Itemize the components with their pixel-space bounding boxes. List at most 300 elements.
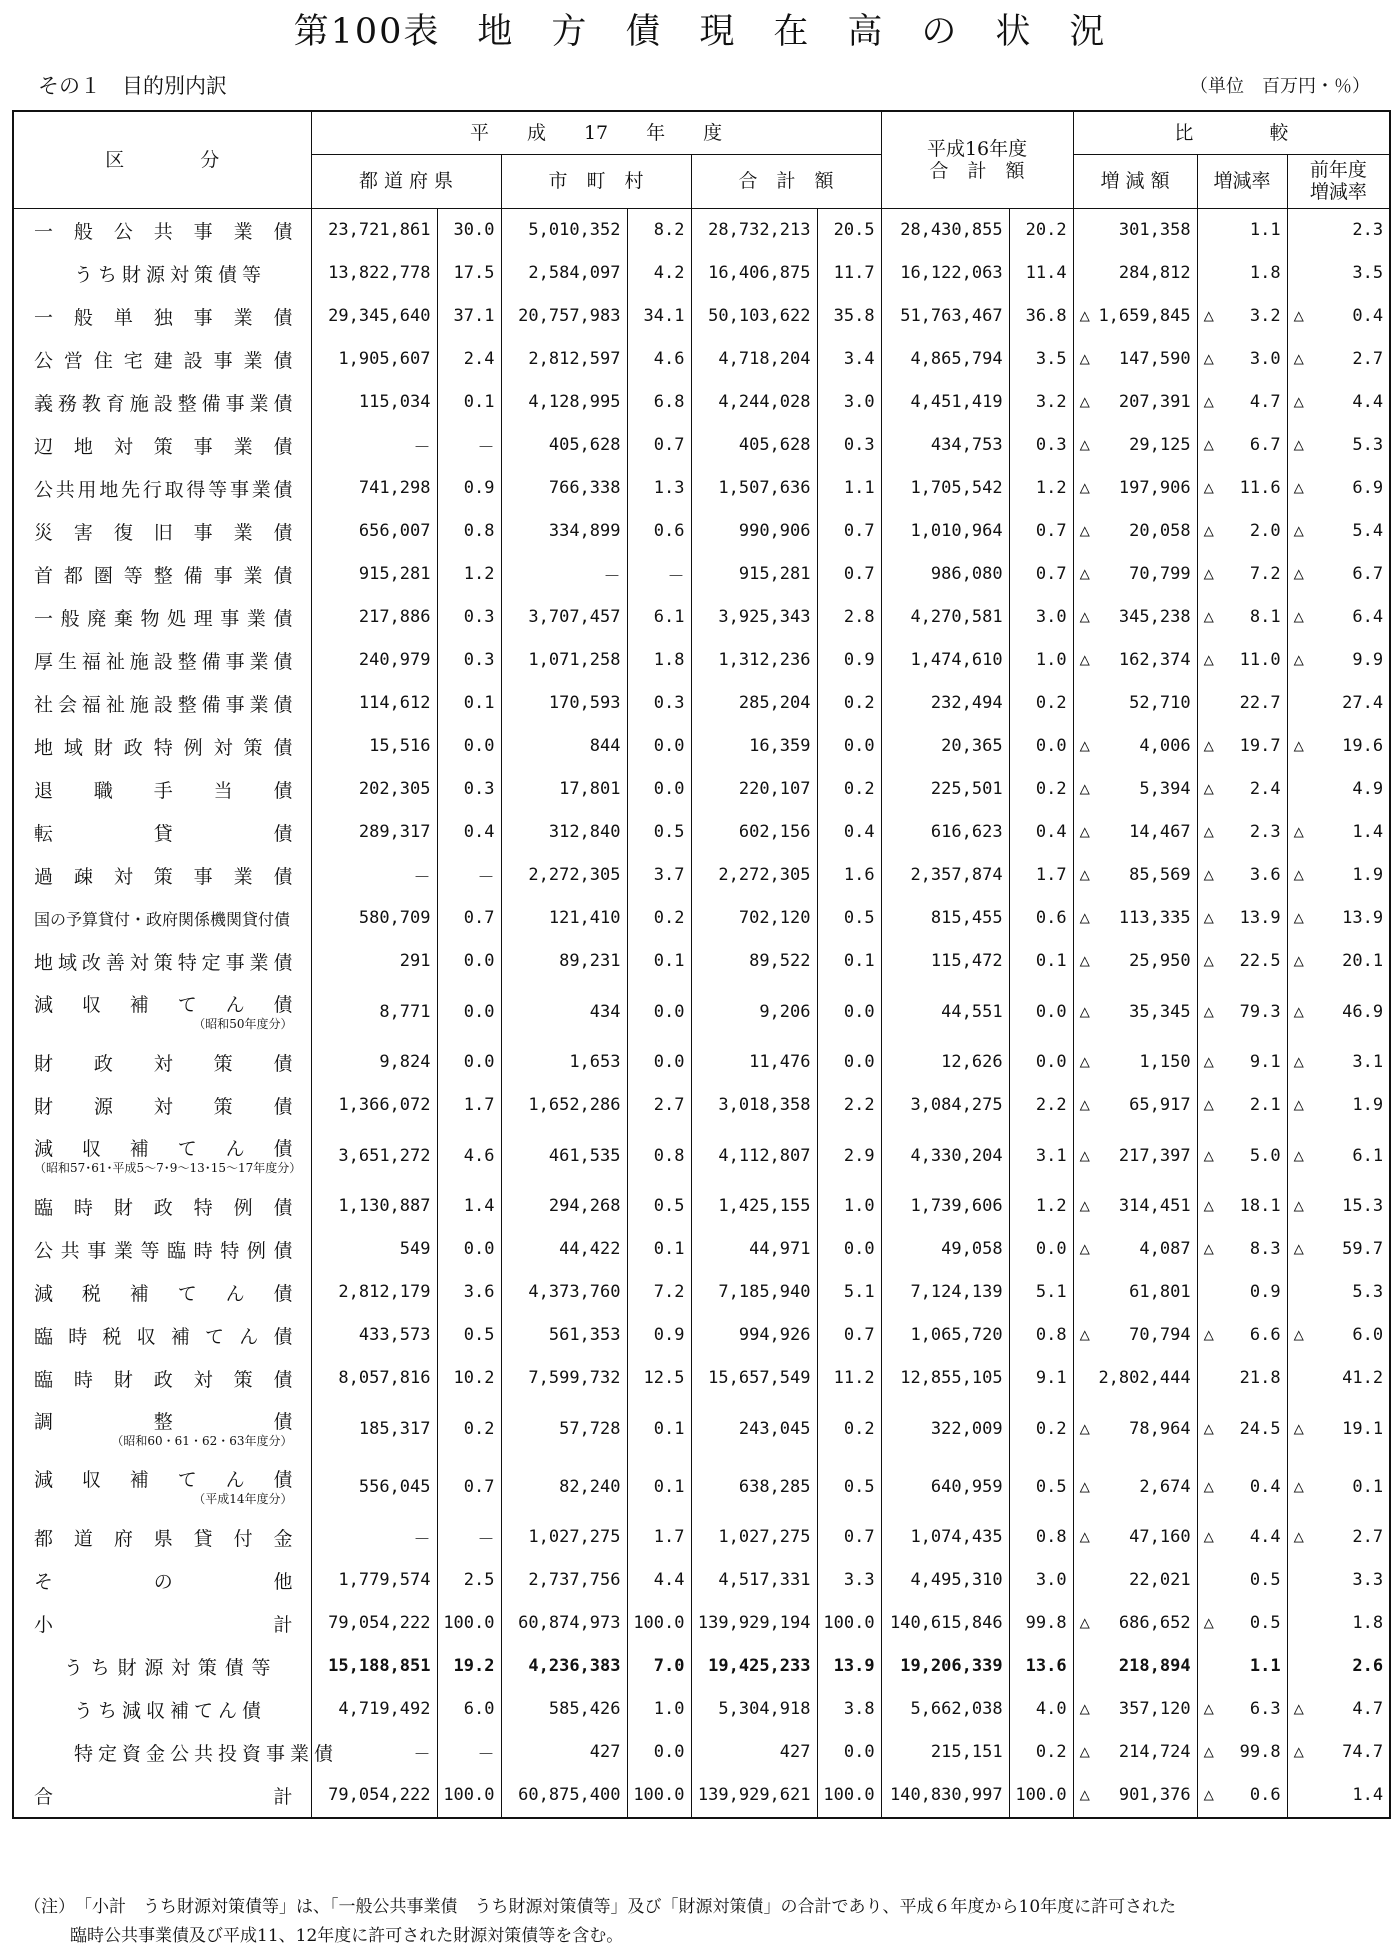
cell-prefectures: 15,188,851 [311, 1645, 437, 1688]
row-label-note: （昭和50年度分） [193, 1016, 293, 1031]
cell-prefectures-pct: 0.0 [437, 1041, 501, 1084]
table-row [13, 854, 1390, 897]
cell-municipalities: 585,426 [501, 1688, 627, 1731]
row-label [13, 1774, 311, 1818]
header-rate: 増減率 [1197, 154, 1287, 208]
cell-prev-total: 19,206,339 [881, 1645, 1009, 1688]
cell-prefectures: 580,709 [311, 897, 437, 940]
cell-diff-value: 65,917 [1129, 1095, 1191, 1115]
table-row [13, 1185, 1390, 1228]
row-label [13, 811, 311, 854]
cell-prev-rate-value: 27.4 [1342, 693, 1384, 713]
cell-prev-total-pct: 99.8 [1009, 1602, 1073, 1645]
cell-municipalities-pct: 6.1 [627, 596, 691, 639]
decrease-mark: △ [1293, 478, 1304, 498]
cell-diff-value: 47,160 [1129, 1527, 1191, 1547]
cell-prefectures-pct: 0.0 [437, 1228, 501, 1271]
cell-rate-value: 1.1 [1249, 220, 1281, 240]
cell-total: 19,425,233 [691, 1645, 817, 1688]
row-label-text: 合計 [34, 1785, 293, 1808]
table-row [13, 768, 1390, 811]
cell-prefectures: 79,054,222 [311, 1602, 437, 1645]
cell-municipalities-pct: 0.0 [627, 725, 691, 768]
cell-diff [1073, 208, 1197, 252]
cell-total: 16,406,875 [691, 252, 817, 295]
row-label-text: 臨時財政対策債 [34, 1368, 293, 1391]
cell-total: 220,107 [691, 768, 817, 811]
cell-total-pct: 0.7 [817, 1314, 881, 1357]
cell-total-pct: 3.0 [817, 381, 881, 424]
cell-prev-rate [1287, 682, 1390, 725]
cell-prefectures: 1,779,574 [311, 1559, 437, 1602]
header-fy16-line2: 合 計 額 [929, 159, 1025, 182]
cell-municipalities: 2,272,305 [501, 854, 627, 897]
cell-municipalities-pct: 7.0 [627, 1645, 691, 1688]
cell-total: 3,925,343 [691, 596, 817, 639]
cell-municipalities: 89,231 [501, 940, 627, 983]
cell-diff [1073, 1688, 1197, 1731]
cell-prev-total-pct: 0.0 [1009, 725, 1073, 768]
table-row [13, 1774, 1390, 1818]
cell-municipalities-pct: 0.8 [627, 1127, 691, 1185]
cell-rate [1197, 1314, 1287, 1357]
cell-prev-total-pct: 36.8 [1009, 295, 1073, 338]
cell-prefectures: 79,054,222 [311, 1774, 437, 1818]
cell-total: 1,507,636 [691, 467, 817, 510]
cell-rate-value: 11.0 [1239, 650, 1281, 670]
cell-prev-total-pct: 0.8 [1009, 1516, 1073, 1559]
row-label-text: 一般公共事業債 [34, 220, 293, 243]
decrease-mark: △ [1079, 1196, 1090, 1216]
cell-diff-value: 29,125 [1129, 435, 1191, 455]
cell-municipalities-pct: 7.2 [627, 1271, 691, 1314]
cell-municipalities: 434 [501, 983, 627, 1041]
decrease-mark: △ [1079, 1613, 1090, 1633]
cell-prefectures: － [311, 424, 437, 467]
cell-diff [1073, 1458, 1197, 1516]
cell-rate [1197, 1688, 1287, 1731]
cell-municipalities-pct: 0.0 [627, 1731, 691, 1774]
cell-rate [1197, 1185, 1287, 1228]
cell-prev-rate [1287, 1400, 1390, 1458]
cell-prefectures: 741,298 [311, 467, 437, 510]
cell-diff [1073, 897, 1197, 940]
decrease-mark: △ [1079, 822, 1090, 842]
decrease-mark: △ [1079, 1742, 1090, 1762]
decrease-mark: △ [1079, 1239, 1090, 1259]
cell-prev-rate-value: 1.9 [1352, 865, 1384, 885]
cell-diff [1073, 811, 1197, 854]
cell-diff-value: 345,238 [1118, 607, 1191, 627]
row-label [13, 854, 311, 897]
cell-prev-total-pct: 3.0 [1009, 596, 1073, 639]
cell-municipalities: 1,071,258 [501, 639, 627, 682]
cell-diff [1073, 252, 1197, 295]
row-label-text: 減収補てん債 [34, 993, 293, 1016]
cell-prev-total: 20,365 [881, 725, 1009, 768]
cell-diff [1073, 1084, 1197, 1127]
table-row [13, 1357, 1390, 1400]
cell-rate-value: 0.6 [1249, 1785, 1281, 1805]
row-label-text: 一般単独事業債 [34, 306, 293, 329]
cell-municipalities: 2,584,097 [501, 252, 627, 295]
cell-prefectures-pct: 100.0 [437, 1774, 501, 1818]
cell-prev-total: 4,330,204 [881, 1127, 1009, 1185]
cell-diff-value: 85,569 [1129, 865, 1191, 885]
cell-rate-value: 3.0 [1249, 349, 1281, 369]
cell-prefectures-pct: － [437, 1731, 501, 1774]
cell-diff-value: 197,906 [1118, 478, 1191, 498]
cell-rate-value: 2.1 [1249, 1095, 1281, 1115]
table-row [13, 510, 1390, 553]
cell-municipalities: 2,737,756 [501, 1559, 627, 1602]
cell-prev-rate [1287, 208, 1390, 252]
cell-prefectures: － [311, 854, 437, 897]
cell-diff [1073, 1357, 1197, 1400]
cell-prefectures-pct: － [437, 424, 501, 467]
cell-diff-value: 1,150 [1139, 1052, 1191, 1072]
cell-municipalities: 405,628 [501, 424, 627, 467]
cell-total-pct: 0.0 [817, 1041, 881, 1084]
decrease-mark: △ [1293, 1239, 1304, 1259]
cell-diff [1073, 1041, 1197, 1084]
header-municipalities: 市 町 村 [501, 154, 691, 208]
row-label-text: 辺地対策事業債 [34, 435, 293, 458]
row-label [13, 897, 311, 940]
cell-prefectures-pct: 0.7 [437, 1458, 501, 1516]
cell-municipalities: 4,236,383 [501, 1645, 627, 1688]
cell-municipalities-pct: 0.5 [627, 1185, 691, 1228]
cell-total: 994,926 [691, 1314, 817, 1357]
row-label [13, 983, 311, 1041]
cell-municipalities: 60,875,400 [501, 1774, 627, 1818]
cell-rate [1197, 639, 1287, 682]
cell-rate-value: 4.4 [1249, 1527, 1281, 1547]
cell-rate [1197, 1041, 1287, 1084]
cell-prev-rate-value: 3.5 [1352, 263, 1384, 283]
decrease-mark: △ [1293, 1052, 1304, 1072]
decrease-mark: △ [1079, 306, 1090, 326]
table-row [13, 940, 1390, 983]
cell-total-pct: 3.3 [817, 1559, 881, 1602]
table-row [13, 1228, 1390, 1271]
cell-municipalities: 5,010,352 [501, 208, 627, 252]
decrease-mark: △ [1079, 1095, 1090, 1115]
cell-prefectures-pct: 3.6 [437, 1271, 501, 1314]
cell-rate-value: 6.3 [1249, 1699, 1281, 1719]
cell-rate [1197, 510, 1287, 553]
table-subtitle: その１ 目的別内訳 [38, 74, 227, 98]
row-label [13, 1559, 311, 1602]
cell-rate-value: 11.6 [1239, 478, 1281, 498]
decrease-mark: △ [1203, 521, 1214, 541]
cell-prev-total: 140,615,846 [881, 1602, 1009, 1645]
cell-municipalities-pct: 4.4 [627, 1559, 691, 1602]
cell-rate-value: 3.2 [1249, 306, 1281, 326]
row-label [13, 940, 311, 983]
cell-rate-value: 0.5 [1249, 1570, 1281, 1590]
decrease-mark: △ [1079, 392, 1090, 412]
decrease-mark: △ [1293, 1527, 1304, 1547]
decrease-mark: △ [1079, 951, 1090, 971]
cell-municipalities-pct: 0.3 [627, 682, 691, 725]
row-label-text: 減収補てん債 [34, 1468, 293, 1491]
cell-prev-rate-value: 19.1 [1342, 1418, 1384, 1439]
cell-prev-total-pct: 0.2 [1009, 682, 1073, 725]
cell-total: 2,272,305 [691, 854, 817, 897]
cell-prev-rate [1287, 1185, 1390, 1228]
cell-municipalities: 57,728 [501, 1400, 627, 1458]
cell-prev-total: 815,455 [881, 897, 1009, 940]
cell-rate [1197, 1271, 1287, 1314]
cell-prev-total: 16,122,063 [881, 252, 1009, 295]
decrease-mark: △ [1293, 865, 1304, 885]
decrease-mark: △ [1293, 392, 1304, 412]
cell-rate [1197, 854, 1287, 897]
cell-municipalities-pct: 6.8 [627, 381, 691, 424]
cell-prev-total-pct: 9.1 [1009, 1357, 1073, 1400]
cell-total: 16,359 [691, 725, 817, 768]
cell-rate-value: 2.0 [1249, 521, 1281, 541]
cell-total-pct: 2.9 [817, 1127, 881, 1185]
cell-prefectures-pct: 0.5 [437, 1314, 501, 1357]
cell-prev-total-pct: 1.0 [1009, 639, 1073, 682]
cell-prefectures-pct: 0.1 [437, 381, 501, 424]
decrease-mark: △ [1293, 650, 1304, 670]
cell-prev-rate-value: 3.1 [1352, 1052, 1384, 1072]
cell-municipalities: 766,338 [501, 467, 627, 510]
cell-diff-value: 4,006 [1139, 736, 1191, 756]
cell-rate-value: 22.5 [1239, 951, 1281, 971]
cell-prev-rate [1287, 381, 1390, 424]
cell-prev-total: 640,959 [881, 1458, 1009, 1516]
cell-prev-rate [1287, 725, 1390, 768]
cell-rate [1197, 682, 1287, 725]
cell-diff [1073, 1516, 1197, 1559]
decrease-mark: △ [1203, 435, 1214, 455]
cell-diff-value: 4,087 [1139, 1239, 1191, 1259]
cell-total: 139,929,621 [691, 1774, 817, 1818]
cell-prefectures: 9,824 [311, 1041, 437, 1084]
cell-prev-rate-value: 2.7 [1352, 349, 1384, 369]
table-body [13, 208, 1390, 1818]
decrease-mark: △ [1293, 1699, 1304, 1719]
cell-prefectures-pct: 0.3 [437, 768, 501, 811]
cell-prefectures: － [311, 1516, 437, 1559]
decrease-mark: △ [1293, 349, 1304, 369]
cell-prev-total: 3,084,275 [881, 1084, 1009, 1127]
cell-diff-value: 214,724 [1118, 1742, 1191, 1762]
cell-prev-rate [1287, 1357, 1390, 1400]
cell-prev-total-pct: 1.2 [1009, 467, 1073, 510]
cell-prev-total-pct: 0.8 [1009, 1314, 1073, 1357]
cell-prev-rate-value: 19.6 [1342, 736, 1384, 756]
table-row [13, 1458, 1390, 1516]
row-label-text: 一般廃棄物処理事業債 [34, 607, 293, 630]
cell-municipalities-pct: 100.0 [627, 1774, 691, 1818]
cell-rate [1197, 940, 1287, 983]
cell-prev-total-pct: 0.1 [1009, 940, 1073, 983]
table-row [13, 811, 1390, 854]
cell-prefectures-pct: － [437, 1516, 501, 1559]
cell-rate-value: 6.7 [1249, 435, 1281, 455]
cell-prev-total: 1,010,964 [881, 510, 1009, 553]
cell-prev-rate-value: 1.4 [1352, 1785, 1384, 1805]
cell-prev-rate [1287, 811, 1390, 854]
cell-prev-total-pct: 3.0 [1009, 1559, 1073, 1602]
table-row [13, 897, 1390, 940]
cell-prefectures: 29,345,640 [311, 295, 437, 338]
cell-municipalities: 82,240 [501, 1458, 627, 1516]
decrease-mark: △ [1079, 908, 1090, 928]
cell-total-pct: 13.9 [817, 1645, 881, 1688]
cell-prev-total: 4,865,794 [881, 338, 1009, 381]
row-label-text: 減税補てん債 [34, 1282, 293, 1305]
cell-rate [1197, 596, 1287, 639]
decrease-mark: △ [1203, 607, 1214, 627]
row-label [13, 1357, 311, 1400]
cell-rate [1197, 1516, 1287, 1559]
decrease-mark: △ [1079, 1145, 1090, 1166]
cell-prefectures: 3,651,272 [311, 1127, 437, 1185]
cell-diff [1073, 553, 1197, 596]
cell-prefectures-pct: 4.6 [437, 1127, 501, 1185]
cell-rate [1197, 1731, 1287, 1774]
cell-prefectures: 15,516 [311, 725, 437, 768]
cell-rate [1197, 553, 1287, 596]
cell-prev-total: 1,739,606 [881, 1185, 1009, 1228]
row-label-text: 社会福祉施設整備事業債 [34, 693, 293, 716]
cell-municipalities: 461,535 [501, 1127, 627, 1185]
table-row [13, 1645, 1390, 1688]
cell-prefectures-pct: 1.4 [437, 1185, 501, 1228]
cell-rate-value: 8.3 [1249, 1239, 1281, 1259]
cell-total-pct: 0.4 [817, 811, 881, 854]
cell-prefectures-pct: 0.4 [437, 811, 501, 854]
cell-rate-value: 13.9 [1239, 908, 1281, 928]
cell-municipalities-pct: 34.1 [627, 295, 691, 338]
cell-municipalities-pct: 0.0 [627, 1041, 691, 1084]
decrease-mark: △ [1203, 736, 1214, 756]
cell-municipalities: 334,899 [501, 510, 627, 553]
row-label-text: 過疎対策事業債 [34, 865, 293, 888]
cell-rate-value: 79.3 [1239, 1001, 1281, 1022]
cell-prev-total: 616,623 [881, 811, 1009, 854]
row-label [13, 682, 311, 725]
row-label-text: 公共用地先行取得等事業債 [34, 478, 293, 501]
cell-total-pct: 0.1 [817, 940, 881, 983]
cell-prev-rate [1287, 295, 1390, 338]
cell-total: 1,312,236 [691, 639, 817, 682]
cell-prev-total: 1,705,542 [881, 467, 1009, 510]
cell-diff-value: 78,964 [1129, 1418, 1191, 1439]
header-prev-rate-line1: 前年度 [1309, 159, 1367, 181]
cell-total-pct: 3.4 [817, 338, 881, 381]
cell-prev-rate [1287, 1774, 1390, 1818]
cell-municipalities: 294,268 [501, 1185, 627, 1228]
table-row [13, 1041, 1390, 1084]
cell-total-pct: 0.2 [817, 682, 881, 725]
cell-rate-value: 0.5 [1249, 1613, 1281, 1633]
cell-prev-rate-value: 1.9 [1352, 1095, 1384, 1115]
row-label-note: （昭和60・61・62・63年度分） [111, 1433, 293, 1448]
cell-prev-total: 1,074,435 [881, 1516, 1009, 1559]
cell-municipalities-pct: 8.2 [627, 208, 691, 252]
row-label [13, 768, 311, 811]
cell-prev-rate-value: 46.9 [1342, 1001, 1384, 1022]
cell-prev-rate-value: 0.1 [1352, 1476, 1384, 1497]
cell-diff-value: 22,021 [1129, 1570, 1191, 1590]
row-label-text: 減収補てん債 [34, 1137, 293, 1160]
cell-prev-rate-value: 4.9 [1352, 779, 1384, 799]
page-title: 第100表 地 方 債 現 在 高 の 状 況 [293, 12, 1107, 52]
cell-prev-rate-value: 6.4 [1352, 607, 1384, 627]
cell-prev-total-pct: 0.7 [1009, 510, 1073, 553]
decrease-mark: △ [1293, 822, 1304, 842]
row-label [13, 338, 311, 381]
header-fy16 [881, 111, 1073, 208]
unit-label: （単位 百万円・％） [1190, 76, 1370, 97]
row-label-text: うち減収補てん債 [74, 1699, 267, 1722]
cell-prev-rate [1287, 639, 1390, 682]
cell-prev-rate [1287, 1645, 1390, 1688]
cell-prev-rate-value: 6.7 [1352, 564, 1384, 584]
cell-rate-value: 1.1 [1249, 1656, 1281, 1676]
cell-municipalities: 4,128,995 [501, 381, 627, 424]
cell-municipalities: 844 [501, 725, 627, 768]
cell-prev-total: 44,551 [881, 983, 1009, 1041]
cell-municipalities: 1,652,286 [501, 1084, 627, 1127]
cell-municipalities: 121,410 [501, 897, 627, 940]
cell-total-pct: 0.9 [817, 639, 881, 682]
decrease-mark: △ [1293, 306, 1304, 326]
cell-prev-total: 4,270,581 [881, 596, 1009, 639]
cell-total-pct: 100.0 [817, 1774, 881, 1818]
cell-rate [1197, 811, 1287, 854]
cell-prefectures-pct: 1.7 [437, 1084, 501, 1127]
cell-municipalities: － [501, 553, 627, 596]
cell-prev-total: 5,662,038 [881, 1688, 1009, 1731]
decrease-mark: △ [1079, 435, 1090, 455]
cell-municipalities-pct: 100.0 [627, 1602, 691, 1645]
cell-prev-rate [1287, 1688, 1390, 1731]
row-label-text: うち財源対策債等 [64, 1656, 271, 1679]
cell-rate-value: 0.4 [1249, 1476, 1281, 1497]
cell-rate-value: 1.8 [1249, 263, 1281, 283]
cell-diff [1073, 1185, 1197, 1228]
cell-diff-value: 284,812 [1118, 263, 1191, 283]
decrease-mark: △ [1293, 1095, 1304, 1115]
cell-diff [1073, 1228, 1197, 1271]
cell-prev-rate [1287, 983, 1390, 1041]
cell-total-pct: 0.0 [817, 1731, 881, 1774]
cell-diff-value: 207,391 [1118, 392, 1191, 412]
row-label-text: 臨時税収補てん債 [34, 1325, 293, 1348]
decrease-mark: △ [1203, 1325, 1214, 1345]
decrease-mark: △ [1203, 650, 1214, 670]
cell-prev-rate [1287, 854, 1390, 897]
row-label-text: 臨時財政特例債 [34, 1196, 293, 1219]
cell-municipalities-pct: 12.5 [627, 1357, 691, 1400]
cell-prev-rate-value: 15.3 [1342, 1196, 1384, 1216]
cell-municipalities-pct: 4.6 [627, 338, 691, 381]
cell-total-pct: 20.5 [817, 208, 881, 252]
cell-total: 702,120 [691, 897, 817, 940]
cell-total: 5,304,918 [691, 1688, 817, 1731]
cell-total-pct: 1.0 [817, 1185, 881, 1228]
table-row [13, 208, 1390, 252]
cell-prev-total-pct: 0.0 [1009, 1228, 1073, 1271]
